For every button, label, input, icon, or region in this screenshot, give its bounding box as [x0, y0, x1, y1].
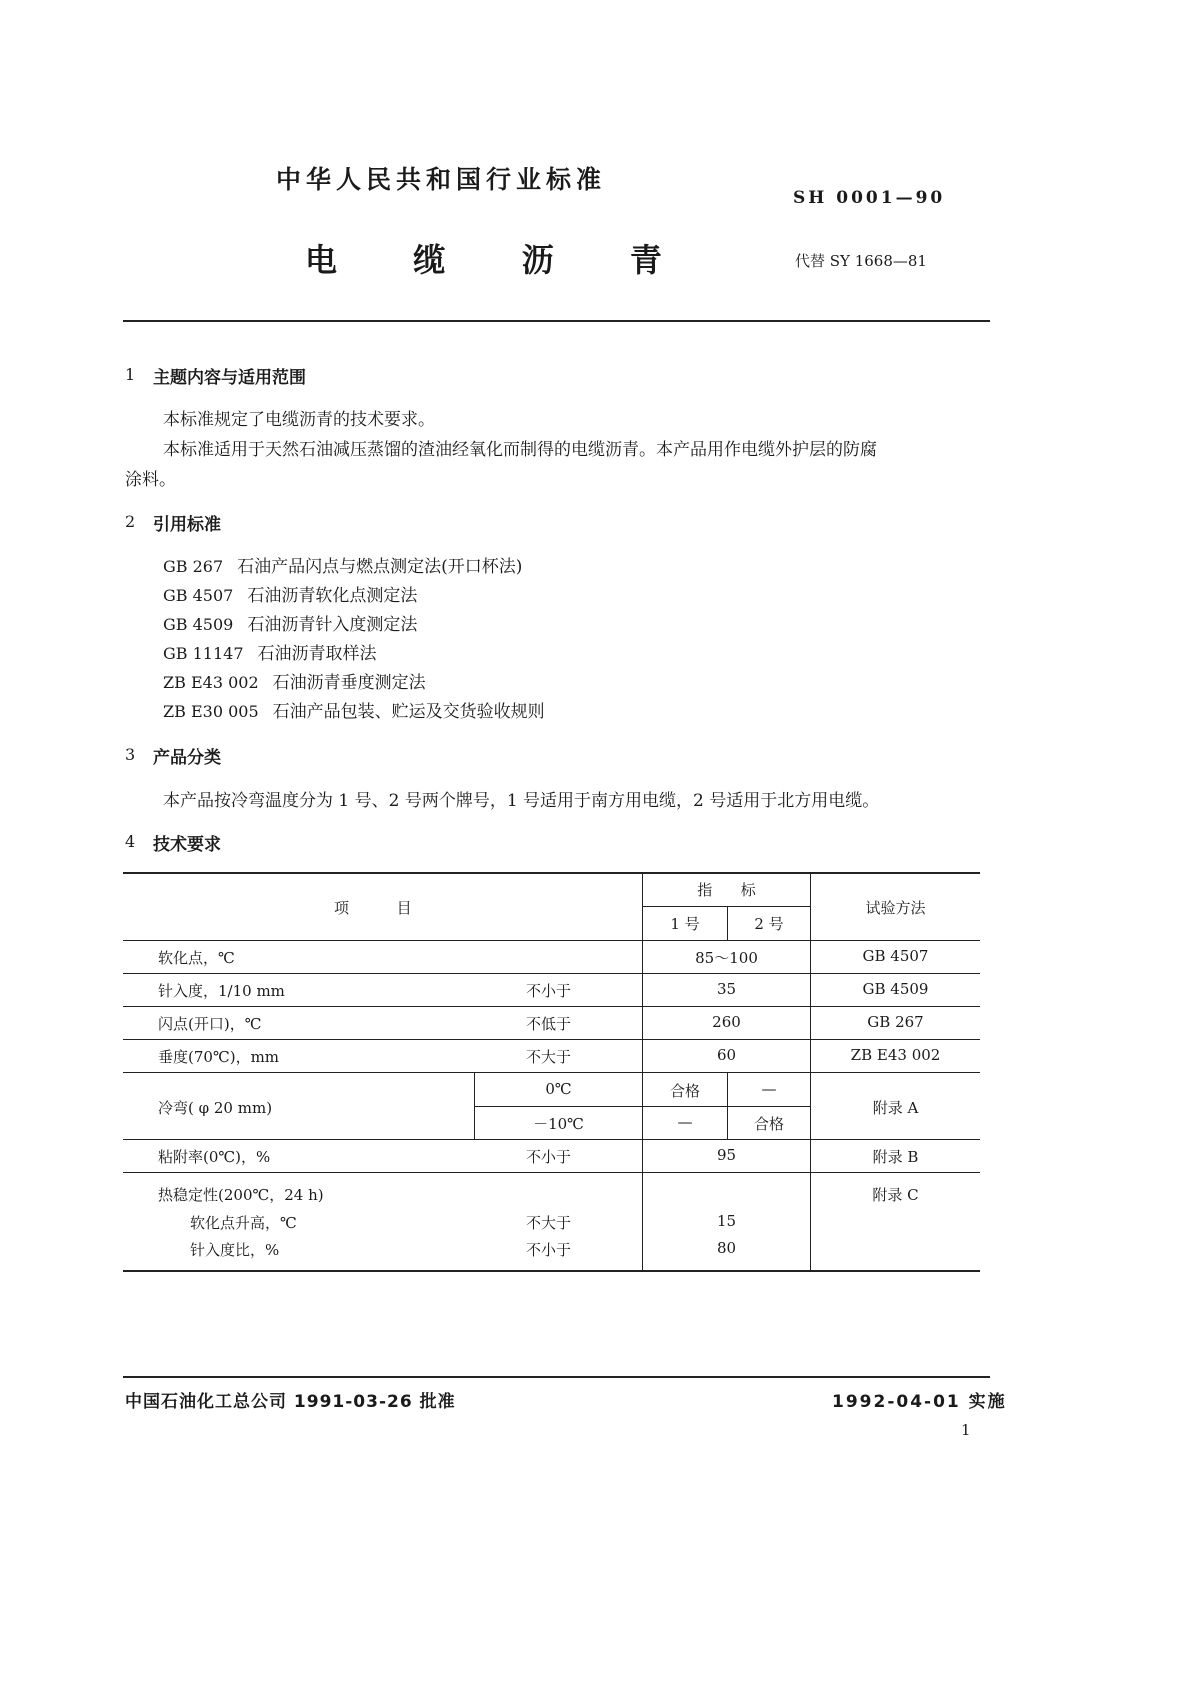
header-test-method: 试验方法: [865, 899, 926, 917]
table-rule: [123, 1039, 980, 1040]
table-rule: [123, 1072, 980, 1073]
section-4-number: 4: [125, 832, 136, 851]
row-condition: 不低于: [526, 1015, 572, 1033]
row-method: GB 267: [867, 1013, 924, 1031]
adhesion-value: 95: [716, 1146, 737, 1164]
section-1-paragraph-2: 本标准适用于天然石油减压蒸馏的渣油经氧化而制得的电缆沥青。本产品用作电缆外护层的防腐: [163, 440, 877, 460]
row-method: GB 4507: [862, 947, 929, 965]
bend-temp-2-grade-2: 合格: [753, 1115, 784, 1133]
header-index: 指 标: [697, 881, 756, 899]
row-value: 60: [716, 1046, 737, 1064]
footer-rule: [123, 1376, 990, 1378]
section-1-title: 主题内容与适用范围: [153, 368, 306, 388]
table-rule: [123, 1172, 980, 1173]
table-top-rule: [123, 872, 980, 874]
row-condition: 不大于: [526, 1048, 572, 1066]
table-rule: [123, 973, 980, 974]
section-1-paragraph-2-cont: 涂料。: [125, 470, 176, 490]
reference-name: 石油产品包装、贮运及交货验收规则: [272, 702, 545, 722]
effective-date: 1992-04-01 实施: [832, 1392, 1007, 1412]
table-rule: [123, 1139, 980, 1140]
standard-number: SH 0001—90: [793, 188, 946, 208]
table-bottom-rule: [123, 1270, 980, 1272]
reference-name: 石油沥青针入度测定法: [247, 615, 418, 635]
section-2-number: 2: [125, 512, 136, 531]
reference-code: ZB E30 005: [163, 702, 259, 721]
reference-code: ZB E43 002: [163, 673, 259, 692]
section-3-paragraph: 本产品按冷弯温度分为 1 号、2 号两个牌号，1 号适用于南方用电缆，2 号适用于北方用电缆。: [163, 791, 880, 811]
thermal-sub-condition: 不小于: [526, 1241, 572, 1259]
header-grade-1: 1 号: [670, 915, 700, 933]
document-title: 电 缆 沥 青: [305, 241, 680, 279]
row-value: 260: [712, 1013, 741, 1031]
thermal-sub-item: 软化点升高，℃: [190, 1214, 297, 1232]
org-title: 中华人民共和国行业标准: [276, 165, 607, 194]
section-1-paragraph-1: 本标准规定了电缆沥青的技术要求。: [163, 410, 435, 430]
bend-temp-2-grade-1: —: [677, 1113, 693, 1131]
row-condition: 不小于: [526, 982, 572, 1000]
bend-temp-1: 0℃: [545, 1080, 572, 1098]
reference-item: [163, 552, 522, 577]
row-value: 85～100: [695, 949, 758, 967]
reference-item: [163, 610, 417, 635]
reference-code: GB 267: [163, 557, 224, 576]
thermal-method: 附录 C: [872, 1186, 919, 1204]
section-3-number: 3: [125, 745, 136, 764]
section-4-title: 技术要求: [153, 835, 221, 855]
thermal-sub-condition: 不大于: [526, 1214, 572, 1232]
reference-code: GB 11147: [163, 644, 244, 663]
reference-code: GB 4507: [163, 586, 234, 605]
reference-name: 石油沥青软化点测定法: [247, 586, 418, 606]
bend-temp-1-grade-1: 合格: [669, 1082, 700, 1100]
thermal-sub-value: 80: [716, 1239, 737, 1257]
section-3-title: 产品分类: [153, 748, 221, 768]
thermal-sub-value: 15: [716, 1212, 737, 1230]
row-item: 闪点(开口)，℃: [158, 1015, 262, 1033]
header-grade-2: 2 号: [754, 915, 784, 933]
header-rule: [123, 320, 990, 322]
adhesion-condition: 不小于: [526, 1148, 572, 1166]
adhesion-item: 粘附率(0℃)，%: [158, 1148, 271, 1166]
reference-item: [163, 697, 545, 722]
section-2-title: 引用标准: [153, 515, 221, 535]
reference-item: [163, 581, 417, 606]
reference-name: 石油沥青取样法: [257, 644, 377, 664]
replaces-note: 代替 SY 1668—81: [795, 252, 927, 270]
row-method: GB 4509: [862, 980, 929, 998]
row-value: 35: [716, 980, 737, 998]
table-rule: [123, 1006, 980, 1007]
thermal-item: 热稳定性(200℃，24 h): [158, 1186, 324, 1204]
reference-name: 石油产品闪点与燃点测定法(开口杯法): [237, 557, 523, 577]
reference-code: GB 4509: [163, 615, 234, 634]
bend-temp-1-grade-2: —: [761, 1080, 777, 1098]
bend-item: 冷弯( φ 20 mm): [158, 1099, 273, 1117]
row-item: 针入度，1/10 mm: [158, 982, 285, 1000]
header-item: 项 目: [334, 899, 412, 917]
row-item: 垂度(70℃)，mm: [158, 1048, 280, 1066]
thermal-sub-item: 针入度比，%: [190, 1241, 280, 1259]
reference-name: 石油沥青垂度测定法: [272, 673, 426, 693]
page-number: 1: [961, 1421, 971, 1439]
reference-item: [163, 668, 426, 693]
row-method: ZB E43 002: [850, 1046, 941, 1064]
section-1-number: 1: [125, 365, 136, 384]
bend-temp-2: －10℃: [533, 1115, 584, 1133]
reference-item: [163, 639, 377, 664]
table-rule: [123, 940, 980, 941]
table-column-rule: [810, 872, 811, 1272]
adhesion-method: 附录 B: [872, 1148, 919, 1166]
approval-note: 中国石油化工总公司 1991-03-26 批准: [125, 1392, 456, 1412]
bend-method: 附录 A: [872, 1099, 919, 1117]
row-item: 软化点，℃: [158, 949, 235, 967]
